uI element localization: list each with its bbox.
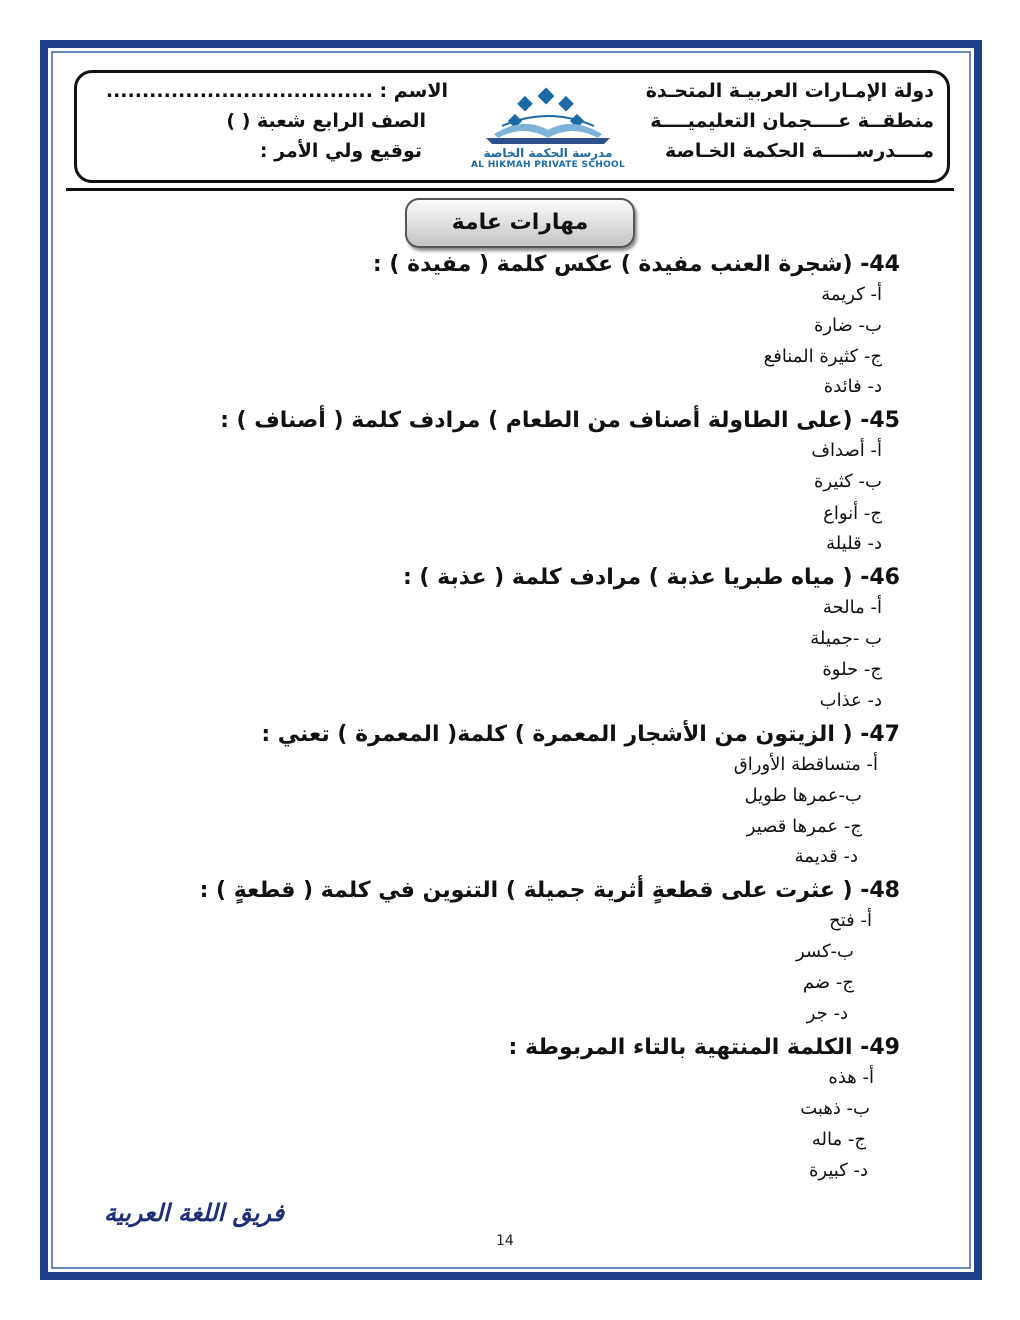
- question-44: 44- (شجرة العنب مفيدة ) عكس كلمة ( مفيدة ) :: [372, 252, 900, 277]
- q49-option-d: د- كبيرة: [808, 1160, 868, 1181]
- q44-option-b: ب- ضارة: [813, 315, 882, 336]
- q47-option-b: ب-عمرها طويل: [744, 785, 862, 806]
- section-title: مهارات عامة: [405, 198, 635, 248]
- header-region: منطقــة عــــجمان التعليميــــة: [650, 110, 934, 132]
- guardian-signature-field: توقيع ولي الأمر :: [259, 140, 422, 162]
- team-signature: فريق اللغة العربية: [104, 1198, 285, 1227]
- logo-english-name: AL HIKMAH PRIVATE SCHOOL: [470, 160, 626, 170]
- page-number: 14: [496, 1233, 514, 1249]
- q48-option-a: أ- فتح: [829, 910, 872, 931]
- q46-option-d: د- عذاب: [819, 690, 882, 711]
- question-46: 46- ( مياه طبريا عذبة ) مرادف كلمة ( عذبة ) :: [402, 565, 900, 590]
- q49-option-a: أ- هذه: [828, 1067, 874, 1088]
- q49-option-b: ب- ذهبت: [800, 1098, 870, 1119]
- grade-section-field: الصف الرابع شعبة ( ): [226, 110, 426, 132]
- q45-option-b: ب- كثيرة: [814, 471, 882, 492]
- q49-option-c: ج- ماله: [811, 1129, 866, 1150]
- q47-option-d: د- قديمة: [794, 846, 858, 867]
- header-country: دولة الإمـارات العربيـة المتحـدة: [645, 80, 934, 102]
- question-47: 47- ( الزيتون من الأشجار المعمرة ) كلمة( المعمرة ) تعني :: [261, 722, 900, 747]
- q47-option-c: ج- عمرها قصير: [746, 816, 862, 837]
- q48-option-b: ب-كسر: [796, 941, 854, 962]
- header-school: مــــدرســـــة الحكمة الخـاصة: [664, 140, 934, 162]
- logo-arabic-name: مدرسة الحكمة الخاصة: [483, 146, 613, 160]
- student-name-field: الاسم : .....................................: [105, 80, 448, 102]
- q46-option-b: ب -جميلة: [810, 628, 882, 649]
- q46-option-c: ج- حلوة: [822, 659, 882, 680]
- question-45: 45- (على الطاولة أصناف من الطعام ) مرادف كلمة ( أصناف ) :: [220, 408, 900, 433]
- q47-option-a: أ- متساقطة الأوراق: [733, 754, 878, 775]
- q45-option-d: د- قليلة: [826, 533, 882, 554]
- q44-option-d: د- فائدة: [823, 376, 882, 397]
- q48-option-c: ج- ضم: [802, 972, 854, 993]
- logo-caption: [464, 146, 632, 170]
- q44-option-c: ج- كثيرة المنافع: [763, 346, 882, 367]
- q45-option-c: ج- أنواع: [823, 503, 882, 524]
- question-48: 48- ( عثرت على قطعةٍ أثرية جميلة ) التنوين في كلمة ( قطعةٍ ) :: [199, 878, 900, 903]
- q48-option-d: د- جر: [806, 1003, 848, 1024]
- header-divider: [66, 188, 954, 191]
- q45-option-a: أ- أصداف: [811, 440, 882, 461]
- q46-option-a: أ- مالحة: [822, 597, 882, 618]
- question-49: 49- الكلمة المنتهية بالتاء المربوطة :: [508, 1035, 900, 1060]
- q44-option-a: أ- كريمة: [821, 284, 882, 305]
